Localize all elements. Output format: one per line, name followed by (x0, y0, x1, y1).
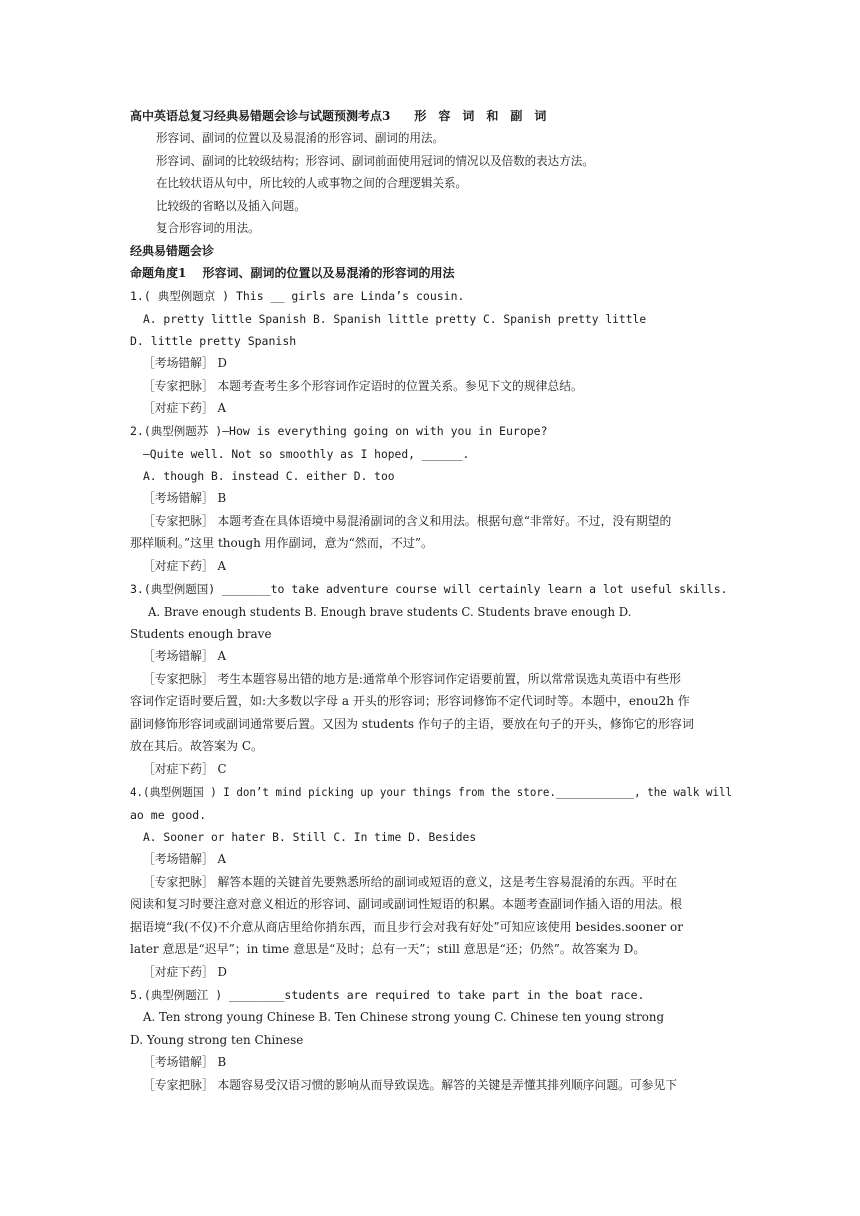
q4-expert-analysis-cont-2: 据语境“我(不仅)不介意从商店里给你捎东西，而且步行会对我有好处”可知应该使用 besides.sooner or (130, 920, 683, 934)
q4-expert-analysis-cont-3: later 意思是“迟早”；in time 意思是“及时；总有一天”；still 意思是“还；仍然”。故答案为 D。 (130, 942, 646, 956)
q2-expert-analysis: ［专家把脉］ 本题考查在具体语境中易混淆副词的含义和用法。根据句意“非常好。不过，没有期望的 (143, 514, 672, 528)
q3-options: A. Brave enough students B. Enough brave students C. Students brave enough D. (148, 605, 632, 619)
q1-expert-analysis: ［专家把脉］ 本题考查考生多个形容词作定语时的位置关系。参见下文的规律总结。 (143, 379, 583, 393)
q5-expert-analysis: ［专家把脉］ 本题容易受汉语习惯的影响从而导致误选。解答的关键是弄懂其排列顺序问题。可参见下 (143, 1078, 678, 1092)
q2-expert-analysis-cont: 那样顺利。”这里 though 用作副词，意为“然而，不过”。 (130, 536, 433, 550)
q3-stem: 3.(典型例题国) _______to take adventure course will certainly learn a lot useful skills. (130, 582, 728, 596)
q2-stem: 2.(典型例题苏 )—How is everything going on with you in Europe? (130, 424, 548, 438)
q4-expert-analysis: ［专家把脉］ 解答本题的关键首先要熟悉所给的副词或短语的意义，这是考生容易混淆的东西。平时在 (143, 875, 678, 889)
q3-expert-analysis-cont-1: 容词作定语时要后置，如:大多数以字母 a 开头的形容词；形容词修饰不定代词时等。本题中，enou2h 作 (130, 694, 690, 708)
q5-options: A. Ten strong young Chinese B. Ten Chinese strong young C. Chinese ten young strong (143, 1010, 664, 1024)
q1-correct-answer: ［对症下药］ A (143, 401, 226, 415)
document-title: 高中英语总复习经典易错题会诊与试题预测考点3 形 容 词 和 副 词 (130, 109, 547, 123)
q3-correct-answer: ［对症下药］ C (143, 762, 227, 776)
q3-wrong-answer: ［考场错解］ A (143, 649, 226, 663)
intro-point-3: 在比较状语从句中，所比较的人或事物之间的合理逻辑关系。 (156, 176, 468, 190)
q2-stem-cont: —Quite well. Not so smoothly as I hoped, ______. (143, 447, 470, 461)
q5-wrong-answer: ［考场错解］ B (143, 1055, 227, 1069)
q5-options-cont: D. Young strong ten Chinese (130, 1033, 304, 1047)
q4-wrong-answer: ［考场错解］ A (143, 852, 226, 866)
q4-correct-answer: ［对症下药］ D (143, 965, 227, 979)
section-heading: 经典易错题会诊 (130, 244, 215, 258)
q4-stem: 4.(典型例题国 ) I don’t mind picking up your things from the store.____________, the walk will (130, 785, 733, 799)
q2-correct-answer: ［对症下药］ A (143, 559, 226, 573)
intro-point-2: 形容词、副词的比较级结构；形容词、副词前面使用冠词的情况以及倍数的表达方法。 (156, 154, 594, 168)
q5-stem: 5.(典型例题江 ) ________students are required to take part in the boat race. (130, 988, 645, 1002)
subsection-heading: 命题角度1 形容词、副词的位置以及易混淆的形容词的用法 (130, 266, 455, 280)
q1-options: A. pretty little Spanish B. Spanish little pretty C. Spanish pretty little (143, 312, 647, 326)
q1-stem: 1.( 典型例题京 ) This __ girls are Linda’s cousin. (130, 289, 465, 303)
q3-expert-analysis: ［专家把脉］ 考生本题容易出错的地方是:通常单个形容词作定语要前置，所以常常误选丸英语中有些形 (143, 672, 682, 686)
q4-stem-cont: ao me good. (130, 808, 207, 822)
q1-options-cont: D. little pretty Spanish (130, 334, 297, 348)
q4-options: A. Sooner or hater B. Still C. In time D. Besides (143, 830, 477, 844)
q2-wrong-answer: ［考场错解］ B (143, 491, 227, 505)
q4-expert-analysis-cont-1: 阅读和复习时要注意对意义相近的形容词、副词或副词性短语的积累。本题考查副词作插入语的用法。根 (130, 897, 683, 911)
intro-point-4: 比较级的省略以及插入问题。 (156, 199, 306, 213)
q3-expert-analysis-cont-3: 放在其后。故答案为 C。 (130, 739, 263, 753)
q2-options: A. though B. instead C. either D. too (143, 469, 395, 483)
q3-options-cont: Students enough brave (130, 627, 272, 641)
q1-wrong-answer: ［考场错解］ D (143, 356, 227, 370)
intro-point-5: 复合形容词的用法。 (156, 221, 260, 235)
intro-point-1: 形容词、副词的位置以及易混淆的形容词、副词的用法。 (156, 131, 445, 145)
q3-expert-analysis-cont-2: 副词修饰形容词或副词通常要后置。又因为 students 作句子的主语，要放在句子的开头，修饰它的形容词 (130, 717, 694, 731)
